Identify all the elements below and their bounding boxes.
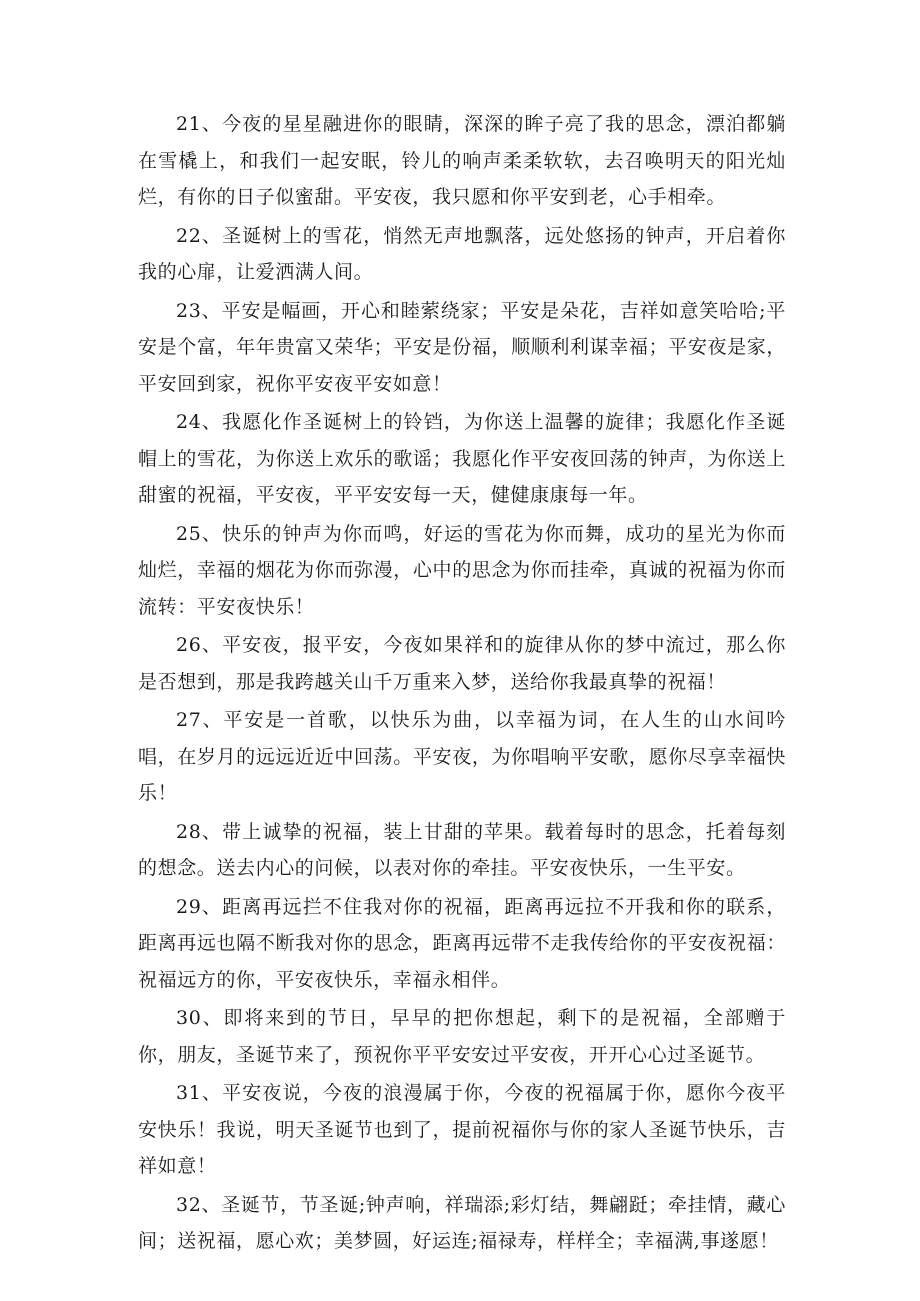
paragraph-26: 26、平安夜，报平安，今夜如果祥和的旋律从你的梦中流过，那么你是否想到，那是我跨越关山千万重来入梦，送给你我最真挚的祝福！	[138, 634, 786, 693]
paragraph-30: 30、即将来到的节日，早早的把你想起，剩下的是祝福，全部赠于你，朋友，圣诞节来了，预祝你平平安安过平安夜，开开心心过圣诞节。	[138, 1007, 786, 1066]
paragraph-32: 32、圣诞节，节圣诞;钟声响，祥瑞添;彩灯结，舞翩跹；牵挂情，藏心间；送祝福，愿心欢；美梦圆，好运连;福禄寿，样样全；幸福满,事遂愿！	[138, 1193, 786, 1252]
paragraph-27: 27、平安是一首歌，以快乐为曲，以幸福为词，在人生的山水间吟唱，在岁月的远远近近中回荡。平安夜，为你唱响平安歌，愿你尽享幸福快乐！	[138, 709, 786, 804]
paragraph-31: 31、平安夜说，今夜的浪漫属于你，今夜的祝福属于你，愿你今夜平安快乐！我说，明天圣诞节也到了，提前祝福你与你的家人圣诞节快乐，吉祥如意！	[138, 1082, 786, 1177]
document-body	[138, 106, 786, 1262]
paragraph-23: 23、平安是幅画，开心和睦萦绕家；平安是朵花，吉祥如意笑哈哈;平安是个富，年年贵富又荣华；平安是份福，顺顺利利谋幸福；平安夜是家，平安回到家，祝你平安夜平安如意！	[138, 299, 786, 395]
paragraph-28: 28、带上诚挚的祝福，装上甘甜的苹果。载着每时的思念，托着每刻的想念。送去内心的问候，以表对你的牵挂。平安夜快乐，一生平安。	[138, 820, 786, 879]
paragraph-24: 24、我愿化作圣诞树上的铃铛，为你送上温馨的旋律；我愿化作圣诞帽上的雪花，为你送上欢乐的歌谣；我愿化作平安夜回荡的钟声，为你送上甜蜜的祝福，平安夜，平平安安每一天，健健康康每一年。	[138, 411, 786, 506]
paragraph-21: 21、今夜的星星融进你的眼睛，深深的眸子亮了我的思念，漂泊都躺在雪橇上，和我们一起安眠，铃儿的响声柔柔软软，去召唤明天的阳光灿烂，有你的日子似蜜甜。平安夜，我只愿和你平安到老，心手相牵。	[138, 113, 786, 208]
paragraph-25: 25、快乐的钟声为你而鸣，好运的雪花为你而舞，成功的星光为你而灿烂，幸福的烟花为你而弥漫，心中的思念为你而挂牵，真诚的祝福为你而流转：平安夜快乐！	[138, 522, 786, 618]
paragraph-22: 22、圣诞树上的雪花，悄然无声地飘落，远处悠扬的钟声，开启着你我的心扉，让爱洒满人间。	[138, 224, 786, 283]
paragraph-29: 29、距离再远拦不住我对你的祝福，距离再远拉不开我和你的联系，距离再远也隔不断我对你的思念，距离再远带不走我传给你的平安夜祝福：祝福远方的你，平安夜快乐，幸福永相伴。	[138, 895, 786, 991]
